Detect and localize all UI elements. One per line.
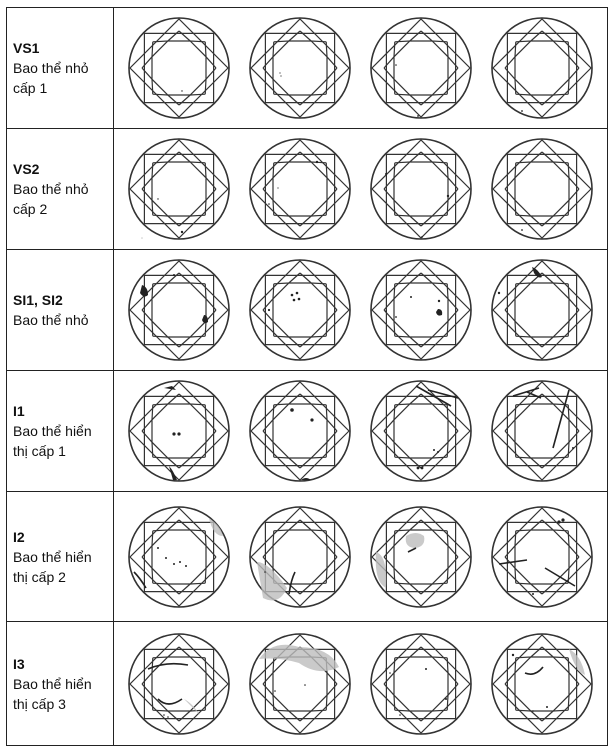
diamond-diagram-icon <box>487 629 597 739</box>
diamond-diagram-icon <box>124 502 234 612</box>
diamond-diagram-icon <box>366 13 476 123</box>
diamond-diagram-icon <box>487 376 597 486</box>
inclusion-mark <box>389 672 391 674</box>
inclusion-mark <box>433 449 435 451</box>
diamond-diagram-icon <box>124 13 234 123</box>
inclusion-mark <box>140 285 148 297</box>
diamond-diagram-icon <box>366 255 476 365</box>
diamond-diagram-icon <box>124 629 234 739</box>
table-facet <box>273 530 327 584</box>
inclusion-mark <box>158 699 182 704</box>
inclusion-mark <box>417 115 419 117</box>
inclusion-mark <box>259 644 339 670</box>
table-facet <box>273 404 327 458</box>
inclusion-mark <box>447 195 449 197</box>
table-row <box>7 622 608 746</box>
star-facets <box>384 152 458 226</box>
inclusion-mark <box>498 292 500 294</box>
star-facets <box>505 273 579 347</box>
star-facets <box>142 31 216 105</box>
diamond-diagram-icon <box>366 502 476 612</box>
diamond-diagram-icon <box>124 255 234 365</box>
gem-row <box>114 129 608 250</box>
star-facets <box>384 520 458 594</box>
inclusion-mark <box>437 451 439 453</box>
table-facet <box>394 162 448 216</box>
inclusion-mark <box>546 706 548 708</box>
star-facets <box>263 31 337 105</box>
table-facet <box>273 162 327 216</box>
inclusion-mark <box>533 710 535 712</box>
grade-cell <box>7 622 114 746</box>
grade-cell <box>7 371 114 492</box>
grade-description: Bao thể nhỏ cấp 1 <box>13 60 89 96</box>
star-facets <box>142 520 216 594</box>
diamond-diagram-icon <box>245 376 355 486</box>
table-facet <box>394 657 448 711</box>
inclusion-mark <box>298 298 301 301</box>
gem-row <box>114 371 608 492</box>
inclusion-mark <box>385 668 387 670</box>
inclusion-mark <box>167 716 169 718</box>
inclusion-mark <box>296 292 299 295</box>
inclusion-mark <box>499 560 527 564</box>
diamond-diagram-icon <box>245 255 355 365</box>
star-facets <box>505 520 579 594</box>
star-facets <box>263 394 337 468</box>
table-facet <box>515 162 569 216</box>
grade-cell <box>7 8 114 129</box>
grade-cell <box>7 492 114 622</box>
star-facets <box>505 647 579 721</box>
table-facet <box>273 283 327 337</box>
star-facets <box>505 394 579 468</box>
inclusion-mark <box>438 300 440 302</box>
table-row <box>7 492 608 622</box>
grade-cell <box>7 250 114 371</box>
gem-row <box>114 8 608 129</box>
star-facets <box>384 394 458 468</box>
inclusion-mark <box>209 518 223 536</box>
inclusion-mark <box>521 229 523 231</box>
inclusion-mark <box>289 572 295 594</box>
inclusion-mark <box>436 309 442 316</box>
table-facet <box>394 404 448 458</box>
star-facets <box>142 152 216 226</box>
table-facet <box>394 41 448 95</box>
star-facets <box>142 394 216 468</box>
inclusion-mark <box>532 593 534 595</box>
inclusion-mark <box>293 299 296 302</box>
grade-description: Bao thể hiển thị cấp 1 <box>13 423 92 459</box>
star-facets <box>142 647 216 721</box>
inclusion-mark <box>406 533 425 548</box>
diamond-diagram-icon <box>366 376 476 486</box>
inclusion-mark <box>410 296 412 298</box>
inclusion-mark <box>157 198 158 199</box>
table-facet <box>515 41 569 95</box>
inclusion-mark <box>399 714 401 716</box>
inclusion-mark <box>268 203 270 205</box>
inclusion-mark <box>268 309 270 311</box>
grade-description: Bao thể hiển thị cấp 3 <box>13 675 92 712</box>
inclusion-mark <box>185 565 187 567</box>
inclusion-mark <box>395 64 397 66</box>
inclusion-mark <box>408 548 416 552</box>
inclusion-mark <box>280 75 281 76</box>
grade-code: VS2 <box>13 161 40 177</box>
grade-code: I1 <box>13 403 25 419</box>
inclusion-mark <box>148 663 188 668</box>
inclusion-mark <box>553 390 569 448</box>
inclusion-mark <box>264 571 266 573</box>
diamond-diagram-icon <box>245 502 355 612</box>
diamond-diagram-icon <box>124 376 234 486</box>
star-facets <box>263 273 337 347</box>
inclusion-mark <box>173 563 175 565</box>
inclusion-mark <box>277 187 278 188</box>
diamond-diagram-icon <box>245 134 355 244</box>
inclusion-mark <box>385 173 387 175</box>
grade-code: I2 <box>13 528 25 545</box>
star-facets <box>505 31 579 105</box>
grade-description: Bao thể nhỏ cấp 2 <box>13 181 89 217</box>
inclusion-mark <box>181 90 182 91</box>
table-facet <box>152 162 206 216</box>
inclusion-mark <box>290 408 294 412</box>
star-facets <box>384 647 458 721</box>
diamond-diagram-icon <box>366 629 476 739</box>
table-facet <box>152 41 206 95</box>
inclusion-mark <box>558 520 561 523</box>
inclusion-mark <box>274 690 276 692</box>
inclusion-mark <box>172 432 175 435</box>
star-facets <box>384 273 458 347</box>
grade-code: SI1, SI2 <box>13 292 63 308</box>
inclusion-mark <box>279 72 280 73</box>
inclusion-mark <box>421 236 423 238</box>
inclusion-mark <box>445 698 447 700</box>
inclusion-mark <box>521 110 523 112</box>
table-facet <box>152 530 206 584</box>
diamond-diagram-icon <box>245 629 355 739</box>
gem-row <box>114 250 608 371</box>
inclusion-mark <box>202 315 208 323</box>
inclusion-mark <box>291 294 294 297</box>
inclusion-mark <box>562 518 565 521</box>
grade-code: I3 <box>13 655 25 672</box>
inclusion-mark <box>425 668 427 670</box>
gem-row <box>114 492 608 622</box>
diamond-diagram-icon <box>245 13 355 123</box>
grade-description: Bao thể nhỏ <box>13 312 89 328</box>
inclusion-mark <box>316 161 318 163</box>
inclusion-mark <box>173 274 175 276</box>
inclusion-mark <box>385 310 387 312</box>
star-facets <box>263 152 337 226</box>
diamond-diagram-icon <box>366 134 476 244</box>
inclusion-mark <box>435 718 437 720</box>
grade-code: VS1 <box>13 40 40 56</box>
table-row <box>7 129 608 250</box>
table-row <box>7 250 608 371</box>
table-facet <box>152 283 206 337</box>
inclusion-mark <box>310 418 313 421</box>
star-facets <box>384 31 458 105</box>
grade-description: Bao thể hiển thị cấp 2 <box>13 548 92 585</box>
inclusion-mark <box>141 237 143 239</box>
inclusion-mark <box>184 699 200 715</box>
diamond-diagram-icon <box>487 13 597 123</box>
inclusion-mark <box>421 467 424 470</box>
inclusion-mark <box>180 231 182 233</box>
table-facet <box>273 41 327 95</box>
star-facets <box>505 152 579 226</box>
table-facet <box>515 283 569 337</box>
star-facets <box>142 273 216 347</box>
inclusion-mark <box>512 653 514 655</box>
diamond-diagram-icon <box>487 134 597 244</box>
table-facet <box>152 404 206 458</box>
inclusion-mark <box>572 447 574 449</box>
grade-cell <box>7 129 114 250</box>
table-row <box>7 8 608 129</box>
inclusion-mark <box>395 316 397 318</box>
inclusion-mark <box>163 714 165 716</box>
inclusion-mark <box>157 547 159 549</box>
inclusion-mark <box>525 667 543 674</box>
inclusion-mark <box>169 466 177 480</box>
table-facet <box>515 657 569 711</box>
inclusion-mark <box>165 557 167 559</box>
inclusion-mark <box>179 561 181 563</box>
gem-row <box>114 622 608 746</box>
inclusion-mark <box>417 467 420 470</box>
diamond-diagram-icon <box>124 134 234 244</box>
table-facet <box>515 530 569 584</box>
diamond-diagram-icon <box>487 255 597 365</box>
inclusion-mark <box>304 684 306 686</box>
table-facet <box>515 404 569 458</box>
clarity-grade-table <box>6 7 608 746</box>
inclusion-mark <box>177 432 180 435</box>
table-row <box>7 371 608 492</box>
diamond-diagram-icon <box>487 502 597 612</box>
